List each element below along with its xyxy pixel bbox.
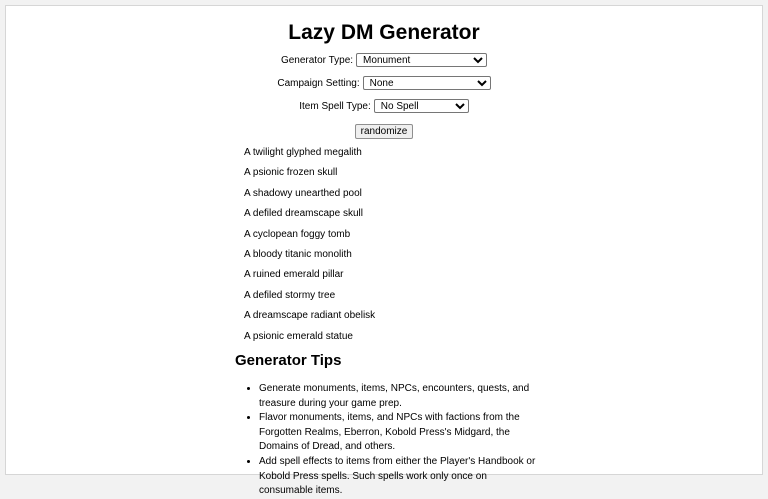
campaign-setting-label: Campaign Setting:: [277, 77, 360, 89]
campaign-setting-row: [6, 76, 762, 90]
results-list: [244, 143, 375, 347]
campaign-setting-select[interactable]: [363, 76, 491, 90]
tips-heading: Generator Tips: [235, 352, 342, 369]
page-title: Lazy DM Generator: [288, 21, 480, 44]
result-item: A ruined emerald pillar: [244, 269, 344, 281]
generator-page: [5, 5, 763, 497]
generator-type-select[interactable]: [356, 53, 487, 67]
tips-list: [235, 382, 540, 499]
randomize-button[interactable]: randomize: [355, 124, 414, 139]
item-spell-type-label: Item Spell Type:: [299, 100, 371, 112]
generator-type-row: [6, 53, 762, 67]
tip-item: • Generate monuments, items, NPCs, encounters, quests, and treasure during your game prep.: [259, 382, 540, 411]
result-item: A bloody titanic monolith: [244, 248, 352, 260]
generator-type-label: Generator Type:: [280, 54, 354, 66]
result-item: A twilight glyphed megalith: [244, 147, 362, 158]
randomize-row: [6, 124, 762, 139]
result-item: A defiled dreamscape skull: [244, 208, 363, 220]
result-item: A psionic frozen skull: [244, 167, 338, 179]
item-spell-type-select[interactable]: [374, 99, 469, 113]
result-item: A dreamscape radiant obelisk: [244, 310, 376, 322]
result-item: A defiled stormy tree: [244, 289, 336, 301]
tip-item: • Add spell effects to items from either the Player's Handbook or Kobold Press spells. Such spells work only once on consumable items.: [259, 455, 540, 499]
result-item: A psionic emerald statue: [244, 330, 353, 342]
result-item: A cyclopean foggy tomb: [244, 228, 351, 240]
tip-item: • Flavor monuments, items, and NPCs with factions from the Forgotten Realms, Eberron, Kobold Press's Midgard, the Domains of Dread, and others.: [259, 411, 540, 455]
result-item: A shadowy unearthed pool: [244, 187, 362, 199]
item-spell-type-row: [6, 99, 762, 113]
